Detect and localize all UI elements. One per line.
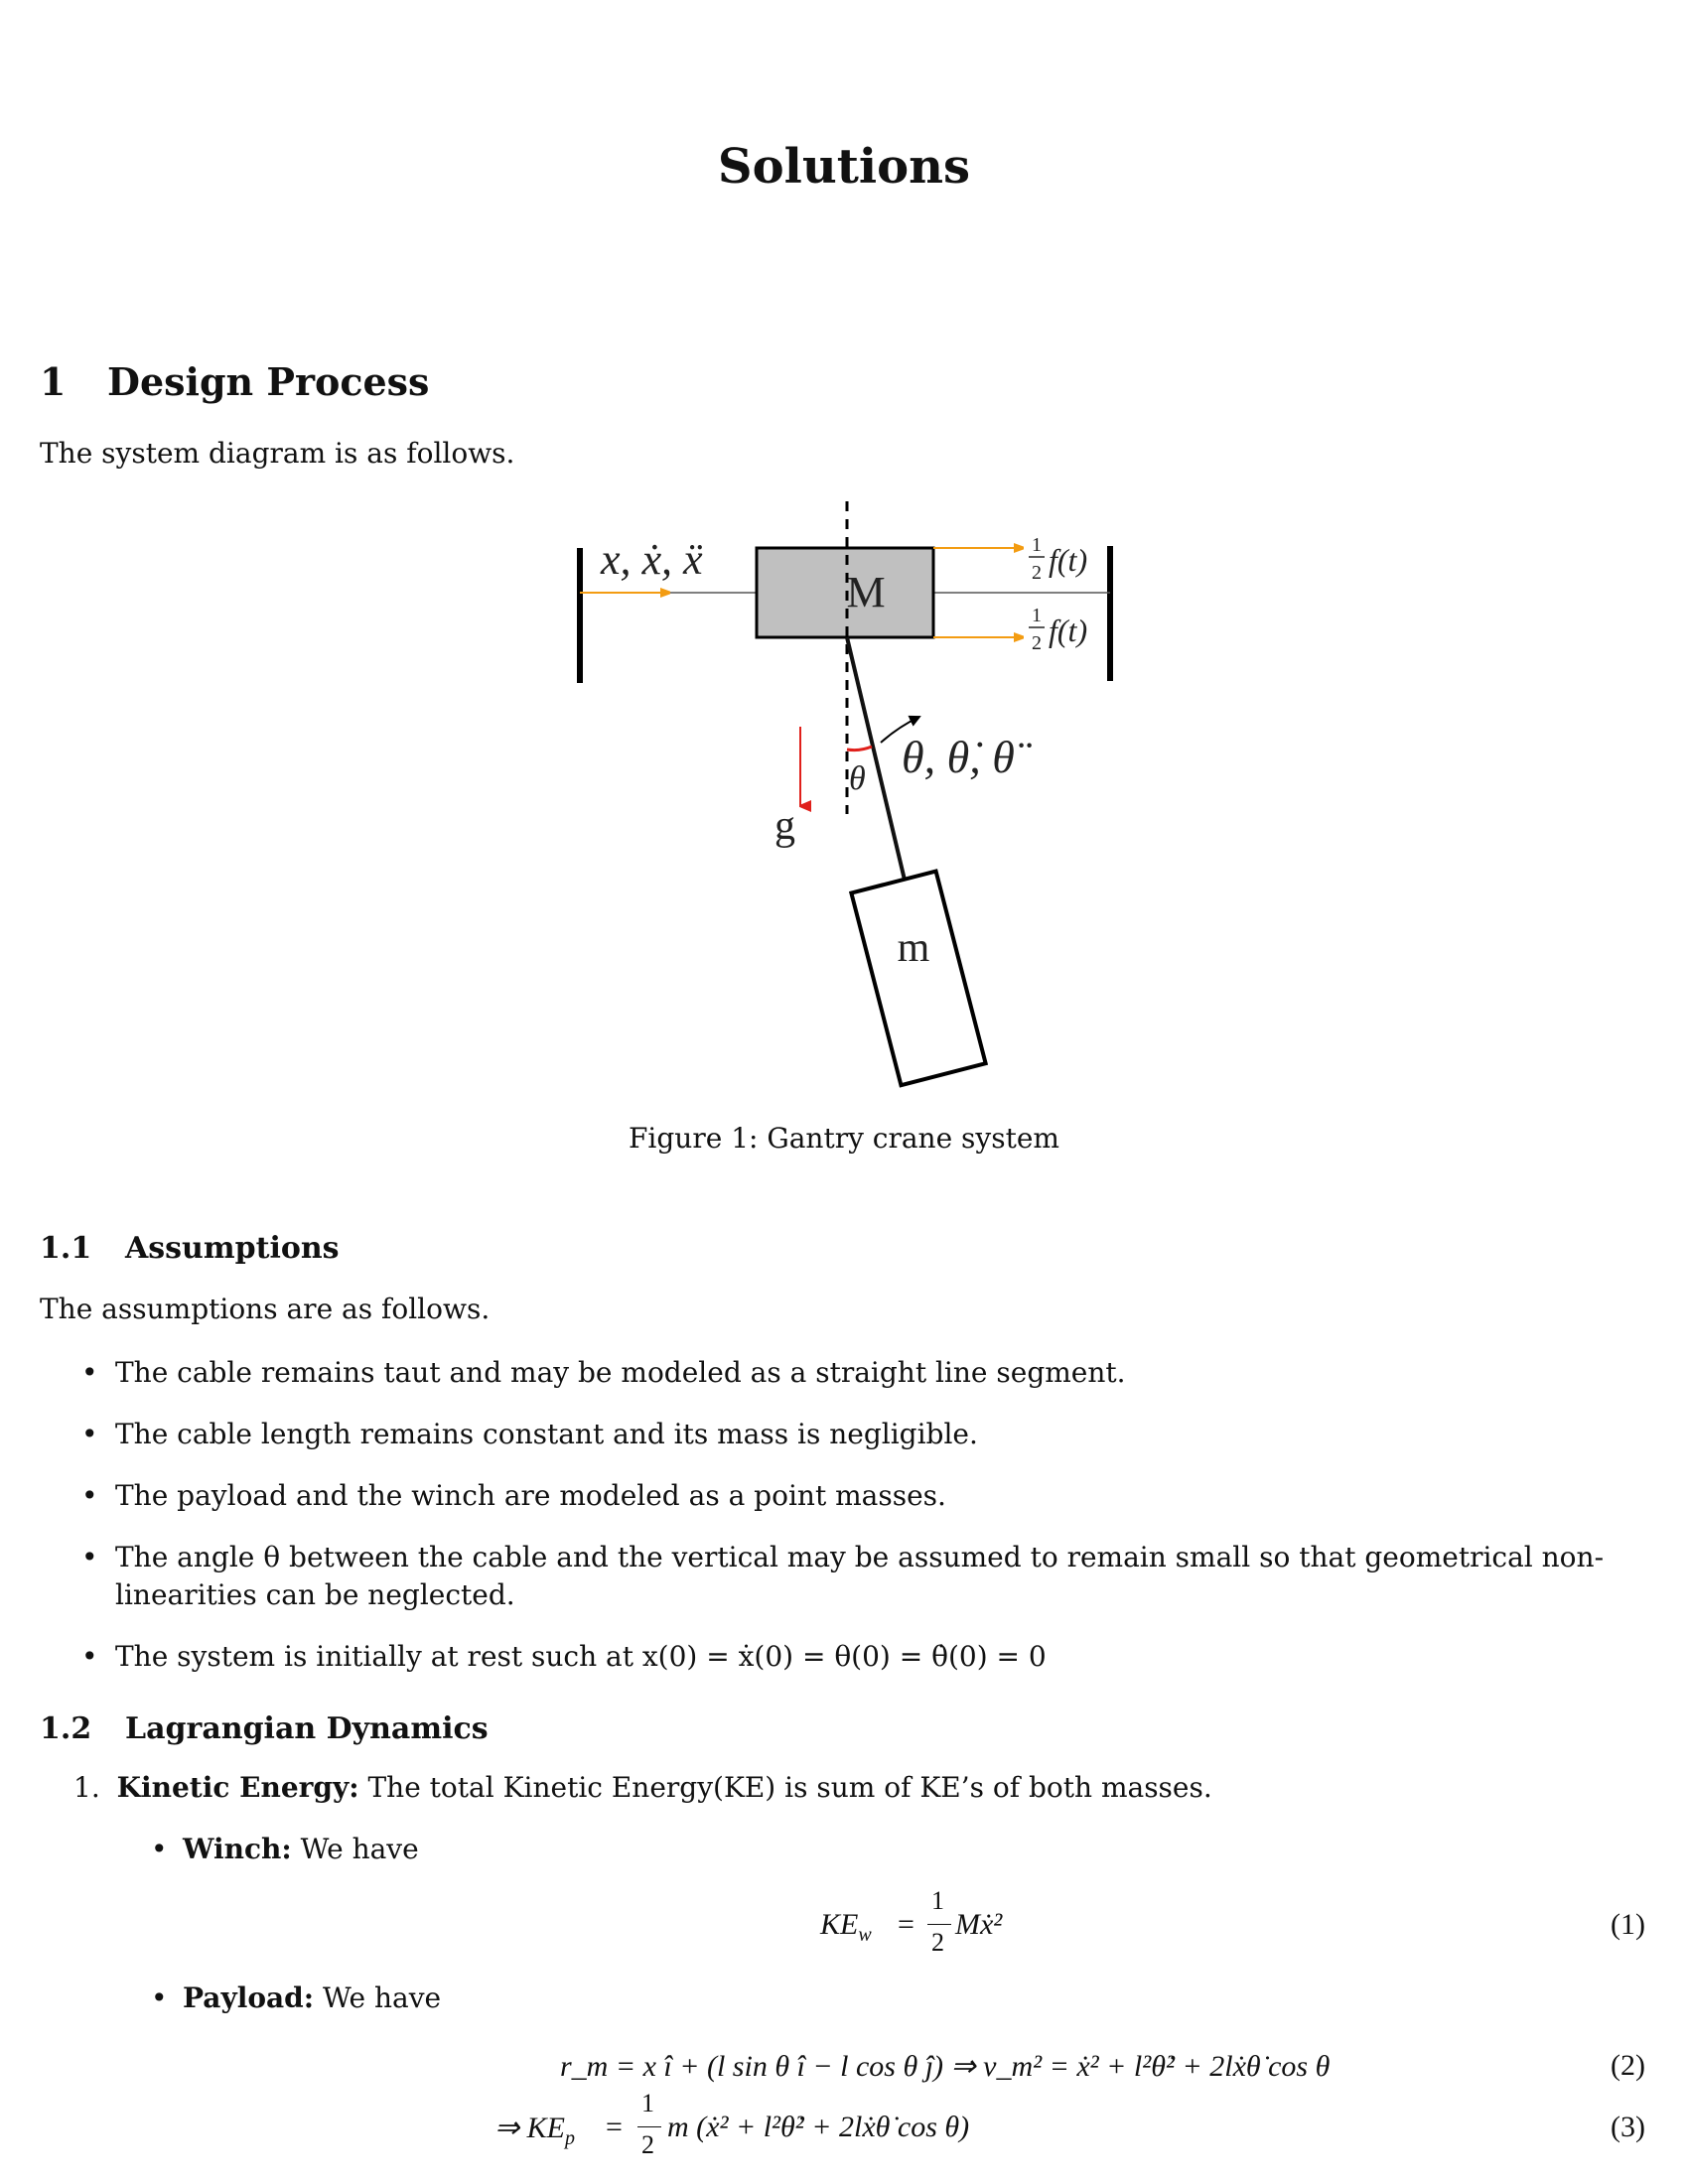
subsection-lagrangian-heading: [40, 1711, 489, 1746]
svg-text:f(t): f(t): [1049, 613, 1088, 648]
equation-2: r_m = x î + (l sin θ î − l cos θ ĵ) ⇒ v_m² = ẋ² + l²θ̇² + 2lẋθ̇ cos θ: [560, 2050, 1331, 2083]
kinetic-energy-bold: Kinetic Energy:: [116, 1771, 359, 1804]
subsection-assumptions-heading: [40, 1231, 340, 1266]
winch-text: We have: [300, 1833, 419, 1865]
list-item: • The angle θ between the cable and the vertical may be assumed to remain small so that geometrical non-linearities can be neglected.: [81, 1541, 1605, 1611]
subsection-number: 1.1: [40, 1231, 92, 1266]
position-label: x, ẋ, ẍ: [601, 535, 703, 584]
payload-item: • Payload: We have: [151, 1981, 442, 2014]
angle-arc: [847, 747, 872, 751]
section-heading: [40, 359, 429, 404]
gantry-crane-diagram: [0, 486, 1688, 1122]
trolley-block: [757, 548, 933, 637]
page-title: Solutions: [717, 139, 971, 195]
equation-number: (3): [1611, 2111, 1645, 2143]
section-intro: The system diagram is as follows.: [40, 437, 515, 470]
list-item: • The system is initially at rest such at x(0) = ẋ(0) = θ(0) = θ̇(0) = 0: [81, 1640, 1047, 1673]
equation-number: (1): [1611, 1908, 1645, 1941]
list-number: 1.: [73, 1771, 100, 1804]
section-title: Design Process: [107, 359, 430, 404]
assumptions-intro: The assumptions are as follows.: [40, 1293, 491, 1325]
gravity-label: g: [774, 803, 795, 849]
svg-text:2: 2: [1032, 562, 1042, 584]
equation-3: ⇒ $KE_p$ = 1 2 m (ẋ² + l²θ̇² + 2lẋθ̇ cos θ): [494, 2089, 970, 2159]
payload-bold: Payload:: [183, 1981, 315, 2014]
kinetic-energy-item: [73, 1771, 1642, 1804]
subsection-number: 1.2: [40, 1711, 92, 1746]
svg-text:2: 2: [1032, 632, 1042, 654]
angle-label: θ: [849, 760, 866, 797]
figure-caption: Figure 1: Gantry crane system: [629, 1122, 1059, 1155]
list-item: • The cable remains taut and may be modeled as a straight line segment.: [81, 1356, 1126, 1389]
subsection-title: Assumptions: [125, 1231, 340, 1266]
payload-text: We have: [323, 1981, 442, 2014]
svg-text:f(t): f(t): [1049, 542, 1088, 578]
force-label-top: [1029, 534, 1087, 584]
angle-variables-label: θ, θ̇, θ̈: [902, 732, 1015, 782]
winch-item: • Winch: We have: [151, 1833, 419, 1865]
winch-bold: Winch:: [183, 1833, 292, 1865]
svg-text:1: 1: [1032, 534, 1042, 556]
list-item: • The cable length remains constant and its mass is negligible.: [81, 1418, 978, 1450]
list-item: • The payload and the winch are modeled as a point masses.: [81, 1479, 946, 1512]
equation-number: (2): [1611, 2049, 1645, 2082]
subsection-title: Lagrangian Dynamics: [125, 1711, 489, 1746]
payload-block: [851, 872, 985, 1086]
svg-text:1: 1: [1032, 605, 1042, 626]
force-label-bottom: [1029, 605, 1087, 654]
section-number: 1: [40, 359, 67, 404]
payload-label: m: [897, 925, 930, 971]
trolley-label: M: [846, 568, 886, 616]
kinetic-energy-text: The total Kinetic Energy(KE) is sum of KE’s of both masses.: [367, 1771, 1212, 1804]
